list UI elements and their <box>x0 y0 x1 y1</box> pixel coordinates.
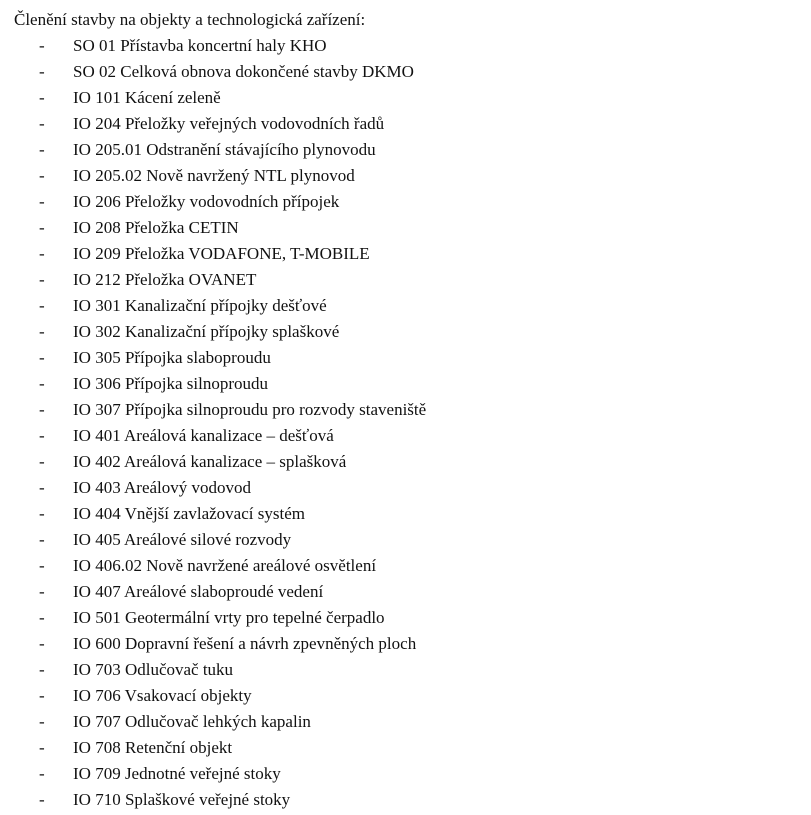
dash-bullet: - <box>39 582 45 601</box>
list-item-label: IO 204 Přeložky veřejných vodovodních řadů <box>73 114 385 133</box>
list-item-label: IO 301 Kanalizační přípojky dešťové <box>73 296 327 315</box>
dash-bullet: - <box>39 530 45 549</box>
list-item-label: SO 01 Přístavba koncertní haly KHO <box>73 36 327 55</box>
dash-bullet: - <box>39 166 45 185</box>
dash-bullet: - <box>39 712 45 731</box>
list-item-label: IO 710 Splaškové veřejné stoky <box>73 790 291 809</box>
list-item-label: IO 405 Areálové silové rozvody <box>73 530 292 549</box>
list-item-label: IO 101 Kácení zeleně <box>73 88 221 107</box>
dash-bullet: - <box>39 426 45 445</box>
list-item-label: IO 306 Přípojka silnoproudu <box>73 374 269 393</box>
list-item-label: SO 02 Celková obnova dokončené stavby DKMO <box>73 62 414 81</box>
dash-bullet: - <box>39 660 45 679</box>
dash-bullet: - <box>39 296 45 315</box>
list-item-label: IO 708 Retenční objekt <box>73 738 233 757</box>
dash-bullet: - <box>39 270 45 289</box>
dash-bullet: - <box>39 322 45 341</box>
dash-bullet: - <box>39 790 45 809</box>
list-item-label: IO 706 Vsakovací objekty <box>73 686 252 705</box>
dash-bullet: - <box>39 36 45 55</box>
dash-bullet: - <box>39 218 45 237</box>
list-item-label: IO 501 Geotermální vrty pro tepelné čerpadlo <box>73 608 385 627</box>
dash-bullet: - <box>39 738 45 757</box>
list-item-label: IO 707 Odlučovač lehkých kapalin <box>73 712 311 731</box>
dash-bullet: - <box>39 504 45 523</box>
list-item-label: IO 703 Odlučovač tuku <box>73 660 234 679</box>
dash-bullet: - <box>39 452 45 471</box>
dash-bullet: - <box>39 192 45 211</box>
list-item-label: IO 206 Přeložky vodovodních přípojek <box>73 192 340 211</box>
dash-bullet: - <box>39 764 45 783</box>
list-item-label: IO 205.01 Odstranění stávajícího plynovodu <box>73 140 376 159</box>
list-item-label: IO 208 Přeložka CETIN <box>73 218 239 237</box>
dash-bullet: - <box>39 686 45 705</box>
list-item-label: IO 209 Přeložka VODAFONE, T-MOBILE <box>73 244 370 263</box>
list-item-label: IO 404 Vnější zavlažovací systém <box>73 504 305 523</box>
list-item-label: IO 709 Jednotné veřejné stoky <box>73 764 281 783</box>
list-item-label: IO 407 Areálové slaboproudé vedení <box>73 582 324 601</box>
dash-bullet: - <box>39 634 45 653</box>
list-item-label: IO 205.02 Nově navržený NTL plynovod <box>73 166 355 185</box>
list-item-label: IO 401 Areálová kanalizace – dešťová <box>73 426 334 445</box>
dash-bullet: - <box>39 114 45 133</box>
list-item-label: IO 600 Dopravní řešení a návrh zpevněných ploch <box>73 634 417 653</box>
list-item-label: IO 212 Přeložka OVANET <box>73 270 257 289</box>
list-item-label: IO 402 Areálová kanalizace – splašková <box>73 452 347 471</box>
list-item-label: IO 305 Přípojka slaboproudu <box>73 348 271 367</box>
list-item-label: IO 406.02 Nově navržené areálové osvětlení <box>73 556 377 575</box>
list-item-label: IO 403 Areálový vodovod <box>73 478 252 497</box>
dash-bullet: - <box>39 608 45 627</box>
dash-bullet: - <box>39 348 45 367</box>
dash-bullet: - <box>39 140 45 159</box>
list-item-label: IO 302 Kanalizační přípojky splaškové <box>73 322 340 341</box>
dash-bullet: - <box>39 478 45 497</box>
section-heading: Členění stavby na objekty a technologická zařízení: <box>14 10 366 29</box>
dash-bullet: - <box>39 62 45 81</box>
dash-bullet: - <box>39 556 45 575</box>
list-item-label: IO 307 Přípojka silnoproudu pro rozvody staveniště <box>73 400 427 419</box>
dash-bullet: - <box>39 244 45 263</box>
dash-bullet: - <box>39 374 45 393</box>
dash-bullet: - <box>39 88 45 107</box>
dash-bullet: - <box>39 400 45 419</box>
